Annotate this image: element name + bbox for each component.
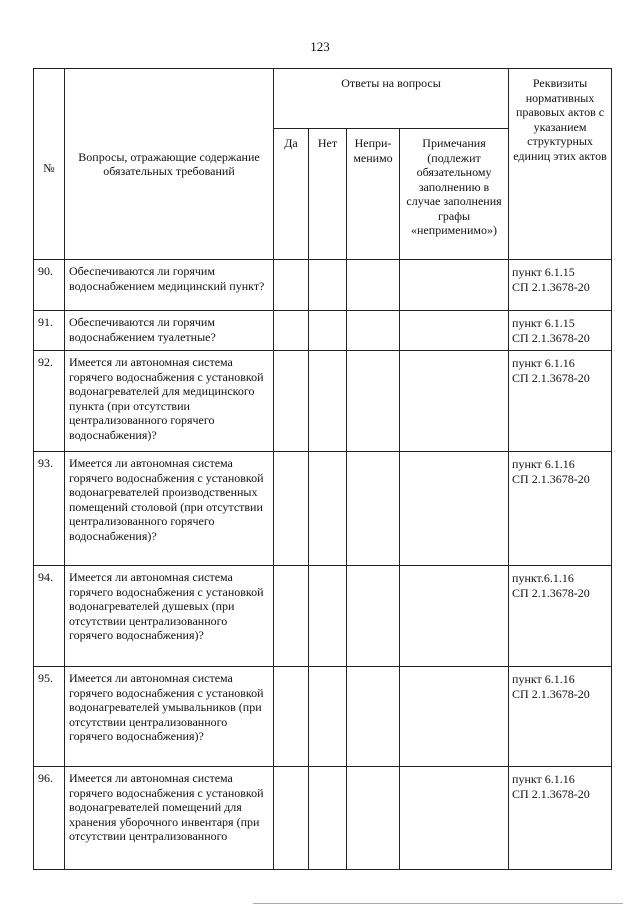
answer-no-cell[interactable] xyxy=(309,260,347,311)
notes-cell[interactable] xyxy=(400,767,509,870)
row-question: Обеспечиваются ли горячим водоснабжением туалетные? xyxy=(65,311,274,351)
answer-na-cell[interactable] xyxy=(347,767,400,870)
answer-yes-cell[interactable] xyxy=(274,452,309,566)
table-row xyxy=(34,260,612,311)
row-number: 91. xyxy=(34,311,65,351)
row-requisites: пункт 6.1.16 СП 2.1.3678-20 xyxy=(509,351,612,452)
answer-no-cell[interactable] xyxy=(309,767,347,870)
notes-cell[interactable] xyxy=(400,452,509,566)
table-row xyxy=(34,311,612,351)
answer-yes-cell[interactable] xyxy=(274,351,309,452)
header-yes: Да xyxy=(274,129,309,260)
header-question: Вопросы, отражающие содержание обязательных требований xyxy=(65,69,274,260)
table-row xyxy=(34,351,612,452)
row-requisites: пункт 6.1.16 СП 2.1.3678-20 xyxy=(509,667,612,767)
answer-yes-cell[interactable] xyxy=(274,667,309,767)
notes-cell[interactable] xyxy=(400,311,509,351)
header-number: № xyxy=(34,69,65,260)
page-number: 123 xyxy=(310,39,330,54)
row-number: 90. xyxy=(34,260,65,311)
row-number: 96. xyxy=(34,767,65,870)
row-number: 92. xyxy=(34,351,65,452)
table-row xyxy=(34,667,612,767)
scan-edge-line xyxy=(253,903,623,904)
row-number: 95. xyxy=(34,667,65,767)
row-question: Имеется ли автономная система горячего водоснабжения с установкой водонагревателей умывальников (при отсутствии централизованного горячего водоснабжения)? xyxy=(65,667,274,767)
answer-na-cell[interactable] xyxy=(347,260,400,311)
answer-no-cell[interactable] xyxy=(309,351,347,452)
row-number: 94. xyxy=(34,566,65,667)
requirements-table xyxy=(33,68,612,870)
row-question: Обеспечиваются ли горячим водоснабжением медицинский пункт? xyxy=(65,260,274,311)
answer-yes-cell[interactable] xyxy=(274,566,309,667)
notes-cell[interactable] xyxy=(400,351,509,452)
row-requisites: пункт.6.1.16 СП 2.1.3678-20 xyxy=(509,566,612,667)
row-question: Имеется ли автономная система горячего водоснабжения с установкой водонагревателей душевых (при отсутствии централизованного горячего водоснабжения)? xyxy=(65,566,274,667)
answer-no-cell[interactable] xyxy=(309,566,347,667)
row-question: Имеется ли автономная система горячего водоснабжения с установкой водонагревателей для медицинского пункта (при отсутствии централизованного горячего водоснабжения)? xyxy=(65,351,274,452)
row-number: 93. xyxy=(34,452,65,566)
table-row xyxy=(34,566,612,667)
answer-na-cell[interactable] xyxy=(347,311,400,351)
header-requisites: Реквизиты нормативных правовых актов с указанием структурных единиц этих актов xyxy=(509,69,612,260)
table-row xyxy=(34,452,612,566)
notes-cell[interactable] xyxy=(400,667,509,767)
header-no: Нет xyxy=(309,129,347,260)
answer-yes-cell[interactable] xyxy=(274,260,309,311)
answer-na-cell[interactable] xyxy=(347,566,400,667)
row-requisites: пункт 6.1.16 СП 2.1.3678-20 xyxy=(509,452,612,566)
row-requisites: пункт 6.1.15 СП 2.1.3678-20 xyxy=(509,311,612,351)
header-not-applicable: Непри- менимо xyxy=(347,129,400,260)
row-requisites: пункт 6.1.15 СП 2.1.3678-20 xyxy=(509,260,612,311)
row-requisites: пункт 6.1.16 СП 2.1.3678-20 xyxy=(509,767,612,870)
notes-cell[interactable] xyxy=(400,260,509,311)
answer-no-cell[interactable] xyxy=(309,311,347,351)
answer-no-cell[interactable] xyxy=(309,667,347,767)
header-answers: Ответы на вопросы xyxy=(274,69,509,129)
notes-cell[interactable] xyxy=(400,566,509,667)
row-question: Имеется ли автономная система горячего водоснабжения с установкой водонагревателей производственных помещений столовой (при отсутствии централизованного горячего водоснабжения)? xyxy=(65,452,274,566)
answer-na-cell[interactable] xyxy=(347,667,400,767)
answer-na-cell[interactable] xyxy=(347,351,400,452)
answer-yes-cell[interactable] xyxy=(274,311,309,351)
table-row xyxy=(34,767,612,870)
header-notes: Примечания (подлежит обязательному заполнению в случае заполнения графы «неприменимо») xyxy=(400,129,509,260)
row-question: Имеется ли автономная система горячего водоснабжения с установкой водонагревателей помещений для хранения уборочного инвентаря (при отсутствии централизованного xyxy=(65,767,274,870)
answer-no-cell[interactable] xyxy=(309,452,347,566)
answer-na-cell[interactable] xyxy=(347,452,400,566)
answer-yes-cell[interactable] xyxy=(274,767,309,870)
